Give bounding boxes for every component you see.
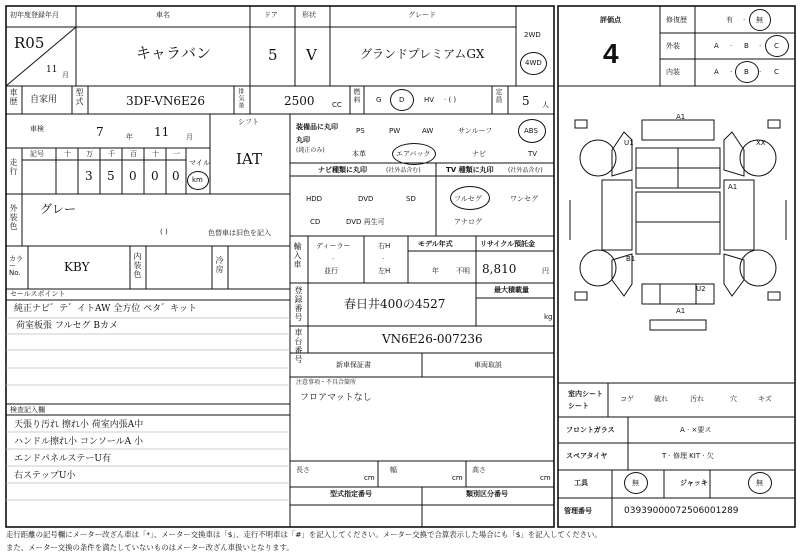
inspection-year-unit: 年 <box>126 133 133 141</box>
color-label: 外装色 <box>9 204 18 231</box>
footer-line-2: また、メーター交換の条件を満たしていないものはメーター改ざん車扱いとなります。 <box>6 543 294 552</box>
navi-dvd-play: DVD 再生可 <box>346 218 385 226</box>
inspection-month-unit: 月 <box>186 133 193 141</box>
mileage-km-label: km <box>192 176 203 184</box>
mileage-km-circle <box>187 171 209 190</box>
usage-label: 車歴 <box>9 88 18 106</box>
recycle-label: リサイクル預託金 <box>480 240 536 248</box>
chassis-value: VN6E26-007236 <box>382 332 483 346</box>
interior-dot-2: · <box>759 68 762 76</box>
import-label: 輸入車 <box>293 242 302 269</box>
tv-analog: アナログ <box>454 218 482 226</box>
tv-label: TV 種類に丸印 <box>446 166 494 174</box>
sheet-item-4: 穴 <box>730 395 737 403</box>
mileage-unit-5: 十 <box>152 150 159 158</box>
inspector-label: 検査記入欄 <box>10 406 45 414</box>
mileage-unit-3: 千 <box>108 150 115 158</box>
max-load-unit: kg <box>544 313 553 321</box>
inspection-year: 7 <box>96 125 104 139</box>
navi-sd: SD <box>406 195 416 203</box>
interior-c: C <box>774 68 779 76</box>
fuel-d: D <box>399 96 405 104</box>
equip-tv: TV <box>528 150 538 158</box>
sheet-item-5: キズ <box>758 395 772 403</box>
inspector-line-2: ハンドル擦れ小 コンソールA 小 <box>14 437 144 447</box>
inspection-month: 11 <box>154 125 170 139</box>
interior-a: A <box>714 68 719 76</box>
model-value: 3DF-VN6E26 <box>126 94 206 108</box>
mileage-unit-6: 一 <box>173 150 180 158</box>
capacity-unit: 人 <box>542 101 549 109</box>
mileage-digit-4: 0 <box>129 169 137 183</box>
management-value: 03939000072506001289 <box>624 506 739 516</box>
exterior-a: A <box>714 42 719 50</box>
notes-value: フロアマットなし <box>300 393 372 403</box>
navi-label: ナビ種類に丸印 <box>318 166 367 174</box>
sales-point-line-2: 荷室板張 フルセグ Bカメ <box>16 321 118 331</box>
door-label: ドア <box>264 11 278 19</box>
inspector-line-4: 右ステップU小 <box>14 471 76 481</box>
type-number-label: 型式指定番号 <box>330 490 372 498</box>
grade-value: グランドプレミアムGX <box>360 47 485 61</box>
mileage-digit-5: 0 <box>151 169 159 183</box>
width-unit: cm <box>452 474 463 482</box>
footer-line-1: 走行距離の記号欄にメーター改ざん車は「*」、メーター交換車は「$」、走行不明車は「#」を記入してください。メーター交換で合算表示した場合にも「$」を記入してください。 <box>6 530 602 539</box>
tools-value: 無 <box>632 479 639 487</box>
mileage-unit-1: 十 <box>64 150 71 158</box>
displacement-unit: CC <box>332 101 342 109</box>
mileage-digit-3: 5 <box>107 169 115 183</box>
interior-label: 内装 <box>666 68 680 76</box>
capacity-label: 定員 <box>495 88 503 104</box>
equip-airbag: エアバック <box>396 150 431 158</box>
diagram-mark-2: U1 <box>624 139 634 147</box>
tv-fullseg-circle <box>450 186 490 210</box>
repair-option-yes: 有 <box>726 16 733 24</box>
equip-leather: 本革 <box>352 150 366 158</box>
exterior-dot-1: · <box>730 42 733 50</box>
interior-selected-circle <box>735 61 762 83</box>
chassis-label: 車台番号 <box>294 328 303 364</box>
equip-abs-circle <box>518 119 546 143</box>
mileage-digit-2: 3 <box>85 169 93 183</box>
mileage-digit-6: 0 <box>172 169 180 183</box>
equip-abs: ABS <box>524 127 538 135</box>
exterior-label: 外装 <box>666 42 680 50</box>
warranty-label: 新車保証書 <box>336 361 371 369</box>
diagram-mark-1: A1 <box>676 113 686 121</box>
repair-option-no: 無 <box>756 16 763 24</box>
navi-sub: (社外品含む) <box>386 167 421 174</box>
model-year-label: モデル年式 <box>418 240 453 248</box>
class-number-label: 類別区分番号 <box>466 490 508 498</box>
manual-label: 車両取説 <box>474 361 502 369</box>
mileage-symbol-label: 記号 <box>30 150 44 158</box>
height-label: 高さ <box>472 466 486 474</box>
width-label: 幅 <box>390 466 397 474</box>
color-value: グレー <box>40 202 77 216</box>
mileage-unit-2: 万 <box>86 150 93 158</box>
first-reg-month: 11 <box>46 65 58 75</box>
import-left-h: 左H <box>378 267 391 275</box>
sales-point-label: セールスポイント <box>10 290 66 298</box>
repair-dot: · <box>743 16 746 24</box>
equipment-label-2: 丸印 <box>296 136 310 144</box>
length-label: 長さ <box>296 466 310 474</box>
exterior-c: C <box>774 42 779 50</box>
exterior-selected-circle <box>765 35 789 57</box>
diagram-mark-3: XX <box>756 139 766 147</box>
color-no-label: カラーNo. <box>9 255 23 277</box>
interior-sheet-label-2: シート <box>568 402 589 410</box>
equip-ps: PS <box>356 127 365 135</box>
inspection-label: 車検 <box>30 125 44 133</box>
windshield-value: A · ×要ス <box>680 426 712 434</box>
shape-value: V <box>306 46 317 64</box>
equip-airbag-circle <box>392 143 436 165</box>
repair-label: 修復歴 <box>666 16 687 24</box>
interior-dot-1: · <box>730 68 733 76</box>
equip-navi: ナビ <box>472 150 486 158</box>
shape-label: 形状 <box>302 11 316 19</box>
jack-circle <box>748 472 772 494</box>
equip-sunroof: サンルーフ <box>458 127 493 135</box>
color-paren: ( ) <box>160 228 168 236</box>
drive-2wd: 2WD <box>524 31 541 39</box>
model-label: 型式 <box>75 88 84 106</box>
repair-selected-circle <box>749 9 771 31</box>
exterior-b: B <box>744 42 749 50</box>
sheet-item-1: コゲ <box>620 395 634 403</box>
fuel-g: G <box>376 96 382 104</box>
import-parallel: 並行 <box>324 267 338 275</box>
fuel-label: 燃料 <box>353 88 361 104</box>
tools-circle <box>624 472 648 494</box>
displacement-value: 2500 <box>284 94 315 108</box>
ac-label: 冷房 <box>215 256 224 274</box>
score-label: 評価点 <box>600 16 621 24</box>
drive-selected-circle <box>520 52 547 75</box>
spare-value: T · 修理 KIT · 欠 <box>662 452 714 460</box>
max-load-label: 最大積載量 <box>494 286 529 294</box>
import-dealer-dot: · <box>332 255 335 263</box>
tv-sub: (社外品含む) <box>508 167 543 174</box>
inspector-line-3: エンドパネルステーU有 <box>14 454 111 464</box>
model-year-unit: 年 <box>432 267 439 275</box>
navi-cd: CD <box>310 218 321 226</box>
equipment-sub: (純正のみ) <box>296 147 325 154</box>
first-reg-month-unit: 月 <box>62 71 69 79</box>
doors-value: 5 <box>268 46 278 64</box>
mileage-mile-label: マイル <box>189 159 210 167</box>
length-unit: cm <box>364 474 375 482</box>
navi-hdd: HDD <box>306 195 323 203</box>
registration-value: 春日井400の4527 <box>344 297 446 311</box>
import-dealer: ディーラー <box>316 242 351 250</box>
spare-label: スペアタイヤ <box>566 452 608 460</box>
drive-4wd: 4WD <box>525 59 542 67</box>
car-name-label: 車名 <box>156 11 170 19</box>
import-right-h: 右H <box>378 242 391 250</box>
usage-value: 自家用 <box>30 95 58 105</box>
windshield-label: フロントガラス <box>566 426 615 434</box>
color-no-value: KBY <box>64 260 90 274</box>
interior-sheet-label: 室内シート <box>568 390 603 398</box>
interior-color-label: 内装色 <box>133 252 142 279</box>
jack-label: ジャッキ <box>680 479 708 487</box>
shift-label: シフト <box>238 118 259 126</box>
jack-value: 無 <box>756 479 763 487</box>
displacement-label: 排気量 <box>237 88 244 109</box>
exterior-dot-2: · <box>759 42 762 50</box>
equip-aw: AW <box>422 127 434 135</box>
equip-pw: PW <box>389 127 401 135</box>
fuel-other-paren: · ( ) <box>444 96 457 104</box>
grade-label: グレード <box>408 11 436 19</box>
interior-b: B <box>744 68 749 76</box>
diagram-mark-5: B1 <box>626 255 636 263</box>
score-value: 4 <box>603 38 619 69</box>
management-label: 管理番号 <box>564 507 592 515</box>
tools-label: 工具 <box>574 479 588 487</box>
recycle-unit: 円 <box>542 267 549 275</box>
inspector-line-1: 天張り汚れ 擦れ小 荷室内張A中 <box>14 420 144 430</box>
car-diagram <box>570 120 786 330</box>
car-name: キャラバン <box>136 44 212 62</box>
sheet-item-2: 破れ <box>654 395 668 403</box>
sales-point-line-1: 純正ナビ゛テ゛イトAW 全方位 ペタ゛キット <box>14 304 197 314</box>
mileage-label: 走行 <box>9 158 18 176</box>
sheet-item-3: 汚れ <box>690 395 704 403</box>
tv-oneseg: ワンセグ <box>510 195 538 203</box>
first-reg-year: R05 <box>14 34 45 52</box>
fuel-selected-circle <box>390 89 414 111</box>
diagram-mark-4: A1 <box>728 183 738 191</box>
mileage-unit-4: 百 <box>130 150 137 158</box>
diagram-mark-6: U2 <box>696 285 706 293</box>
equipment-label: 装備品に丸印 <box>296 123 338 131</box>
navi-dvd: DVD <box>358 195 374 203</box>
diagram-mark-7: A1 <box>676 307 686 315</box>
color-note: 色替車は旧色を記入 <box>208 229 271 237</box>
height-unit: cm <box>540 474 551 482</box>
recycle-value: 8,810 <box>482 262 517 276</box>
tv-fullseg: フルセグ <box>454 195 482 203</box>
capacity-value: 5 <box>522 94 530 108</box>
registration-label: 登録番号 <box>294 286 303 322</box>
import-right-dot: · <box>382 255 385 263</box>
model-year-value: 不明 <box>456 267 470 275</box>
first-reg-label: 初年度登録年月 <box>10 11 59 19</box>
fuel-hv: HV <box>424 96 435 104</box>
notes-label: 注意事項・不具合箇所 <box>296 379 357 386</box>
shift-value: IAT <box>236 150 262 168</box>
